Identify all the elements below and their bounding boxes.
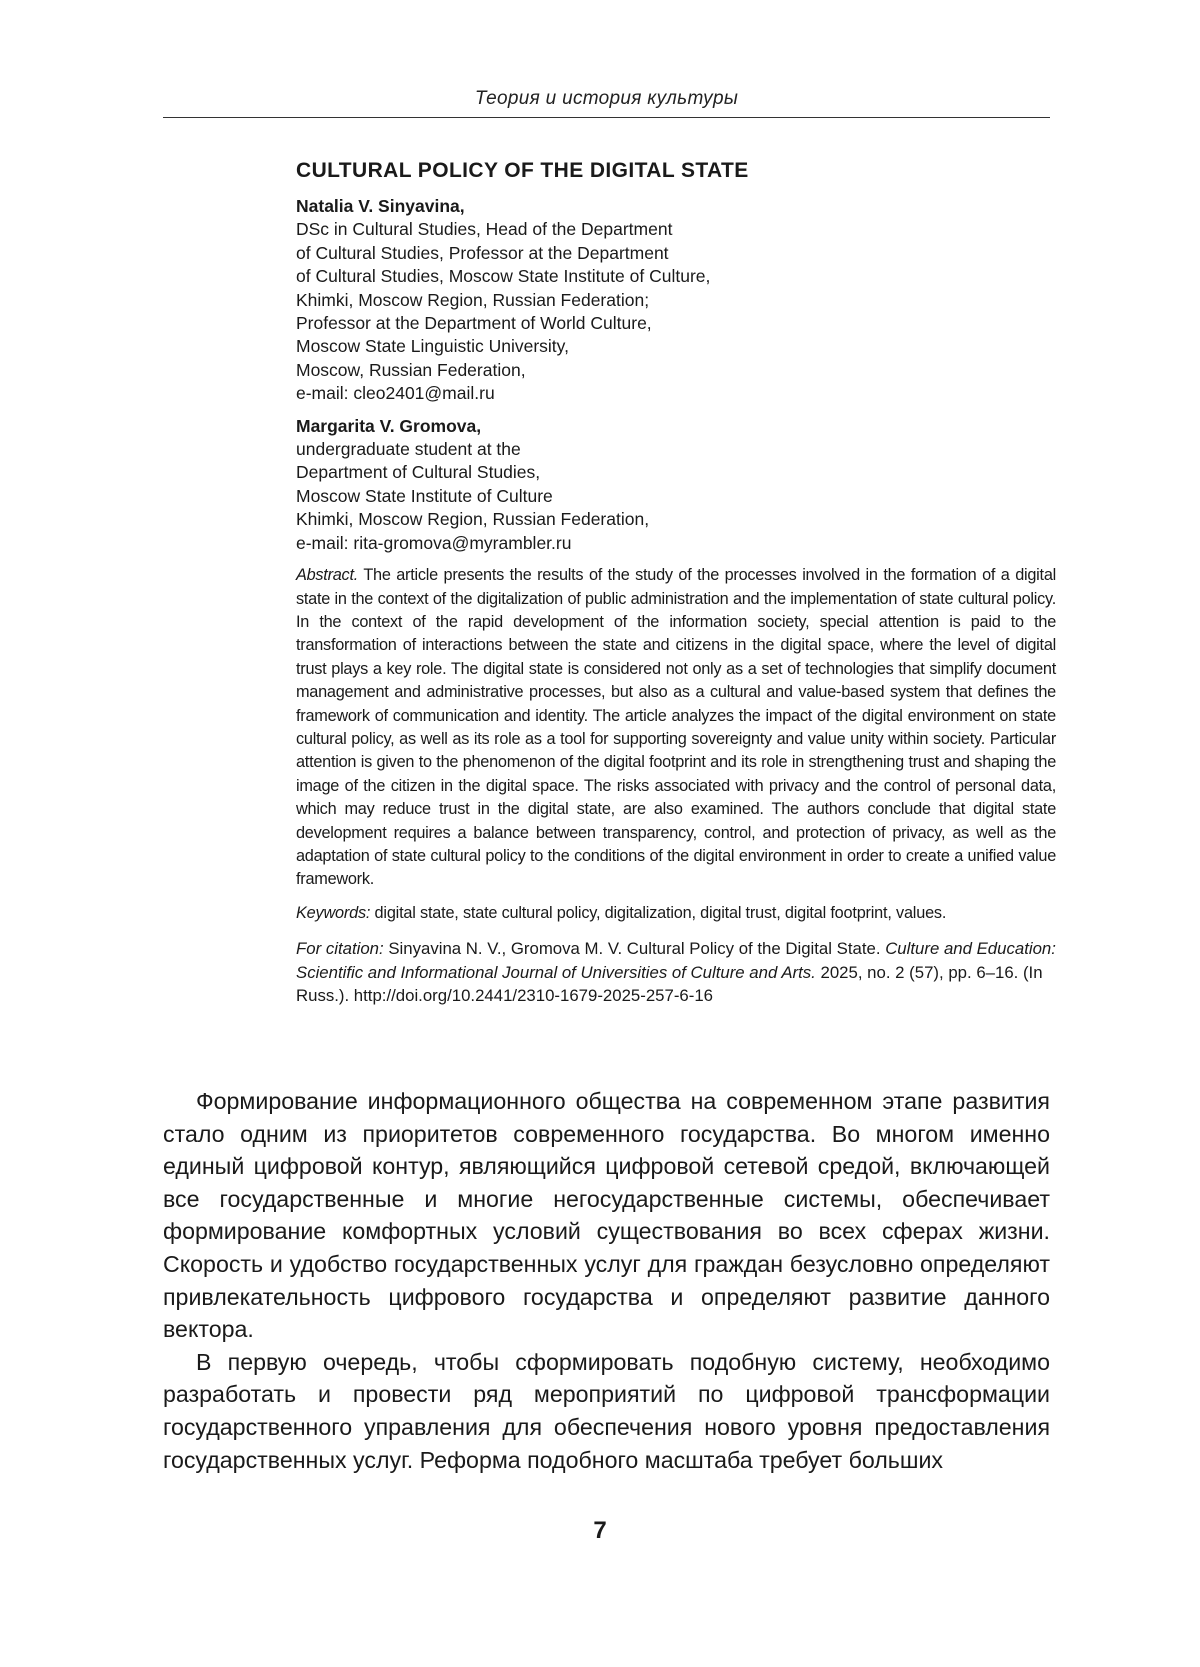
author-block	[296, 195, 1056, 406]
running-header: Теория и история культуры	[474, 88, 739, 109]
author-affiliation-line: Moscow State Institute of Culture	[296, 485, 553, 506]
citation	[296, 937, 1056, 1007]
abstract-label: Abstract.	[296, 566, 358, 585]
author-affiliation-line: Khimki, Moscow Region, Russian Federation,	[296, 509, 650, 530]
citation-authors: Sinyavina N. V., Gromova M. V. Cultural Policy of the Digital State.	[388, 939, 881, 959]
keywords-label: Keywords:	[296, 903, 371, 922]
body-paragraph: Формирование информационного общества на современном этапе развития стало одним из приоритетов современного государства. Во многом именно единый цифровой контур, являющийся цифровой сетевой средой, включающей все государственные и многие негосударственные системы, обеспечивает формирование комфортных условий существования во всех сферах жизни. Скорость и удобство государственных услуг для граждан безусловно определяют привлекательность цифрового государства и определяют развитие данного вектора.	[163, 1088, 1050, 1343]
author-email: e-mail: cleo2401@mail.ru	[296, 383, 495, 404]
author-affiliation-line: Moscow State Linguistic University,	[296, 336, 569, 357]
author-affiliation-line: undergraduate student at the	[296, 439, 521, 460]
author-affiliation-line: of Cultural Studies, Professor at the Department	[296, 242, 669, 263]
citation-details: 2025, no. 2 (57), pp. 6–16. (In Russ.). http://doi.org/10.2441/2310-1679-2025-257-6-16	[296, 962, 1043, 1005]
keywords	[296, 902, 1056, 925]
author-affiliation-line: Moscow, Russian Federation,	[296, 359, 526, 380]
author-email: e-mail: rita-gromova@myrambler.ru	[296, 532, 572, 553]
header-rule	[163, 117, 1050, 118]
body-paragraph: В первую очередь, чтобы сформировать подобную систему, необходимо разработать и провести ряд мероприятий по цифровой трансформации государственного управления для обеспечения нового уровня предоставления государственных услуг. Реформа подобного масштаба требует больших	[163, 1348, 1050, 1473]
author-affiliation-line: Professor at the Department of World Culture,	[296, 313, 652, 334]
abstract	[296, 564, 1056, 892]
keywords-text: digital state, state cultural policy, digitalization, digital trust, digital footprint, values.	[374, 903, 947, 922]
author-name: Margarita V. Gromova,	[296, 415, 482, 436]
citation-journal: Culture and Education: Scientific and Informational Journal of Universities of Culture and Arts.	[296, 939, 1056, 982]
article-title: CULTURAL POLICY OF THE DIGITAL STATE	[296, 159, 749, 182]
author-affiliation-line: of Cultural Studies, Moscow State Institute of Culture,	[296, 266, 711, 287]
author-affiliation-line: DSc in Cultural Studies, Head of the Department	[296, 219, 673, 240]
article-front-matter	[296, 158, 1056, 1007]
author-affiliation-line: Khimki, Moscow Region, Russian Federation;	[296, 289, 650, 310]
body-text	[163, 1085, 1050, 1476]
abstract-text: The article presents the results of the study of the processes involved in the formation of a digital state in the context of the digitalization of public administration and the implementation of state cultural policy. In the context of the rapid development of the information society, special attention is paid to the transformation of interactions between the state and citizens in the digital space, where the level of digital trust plays a key role. The digital state is considered not only as a set of technologies that simplify document management and administrative processes, but also as a cultural and value-based system that defines the framework of communication and identity. The article analyzes the impact of the digital environment on state cultural policy, as well as its role as a tool for supporting sovereignty and value unity within society. Particular attention is given to the phenomenon of the digital footprint and its role in strengthening trust and shaping the image of the citizen in the digital space. The risks associated with privacy and the control of personal data, which may reduce trust in the digital state, are also examined. The authors conclude that digital state development requires a balance between transparency, control, and protection of privacy, as well as the adaptation of state cultural policy to the conditions of the digital environment in order to create a unified value framework.	[296, 566, 1056, 889]
page-number: 7	[593, 1517, 607, 1544]
author-affiliation-line: Department of Cultural Studies,	[296, 462, 541, 483]
author-block	[296, 415, 1056, 555]
author-name: Natalia V. Sinyavina,	[296, 196, 465, 216]
citation-label: For citation:	[296, 939, 384, 959]
